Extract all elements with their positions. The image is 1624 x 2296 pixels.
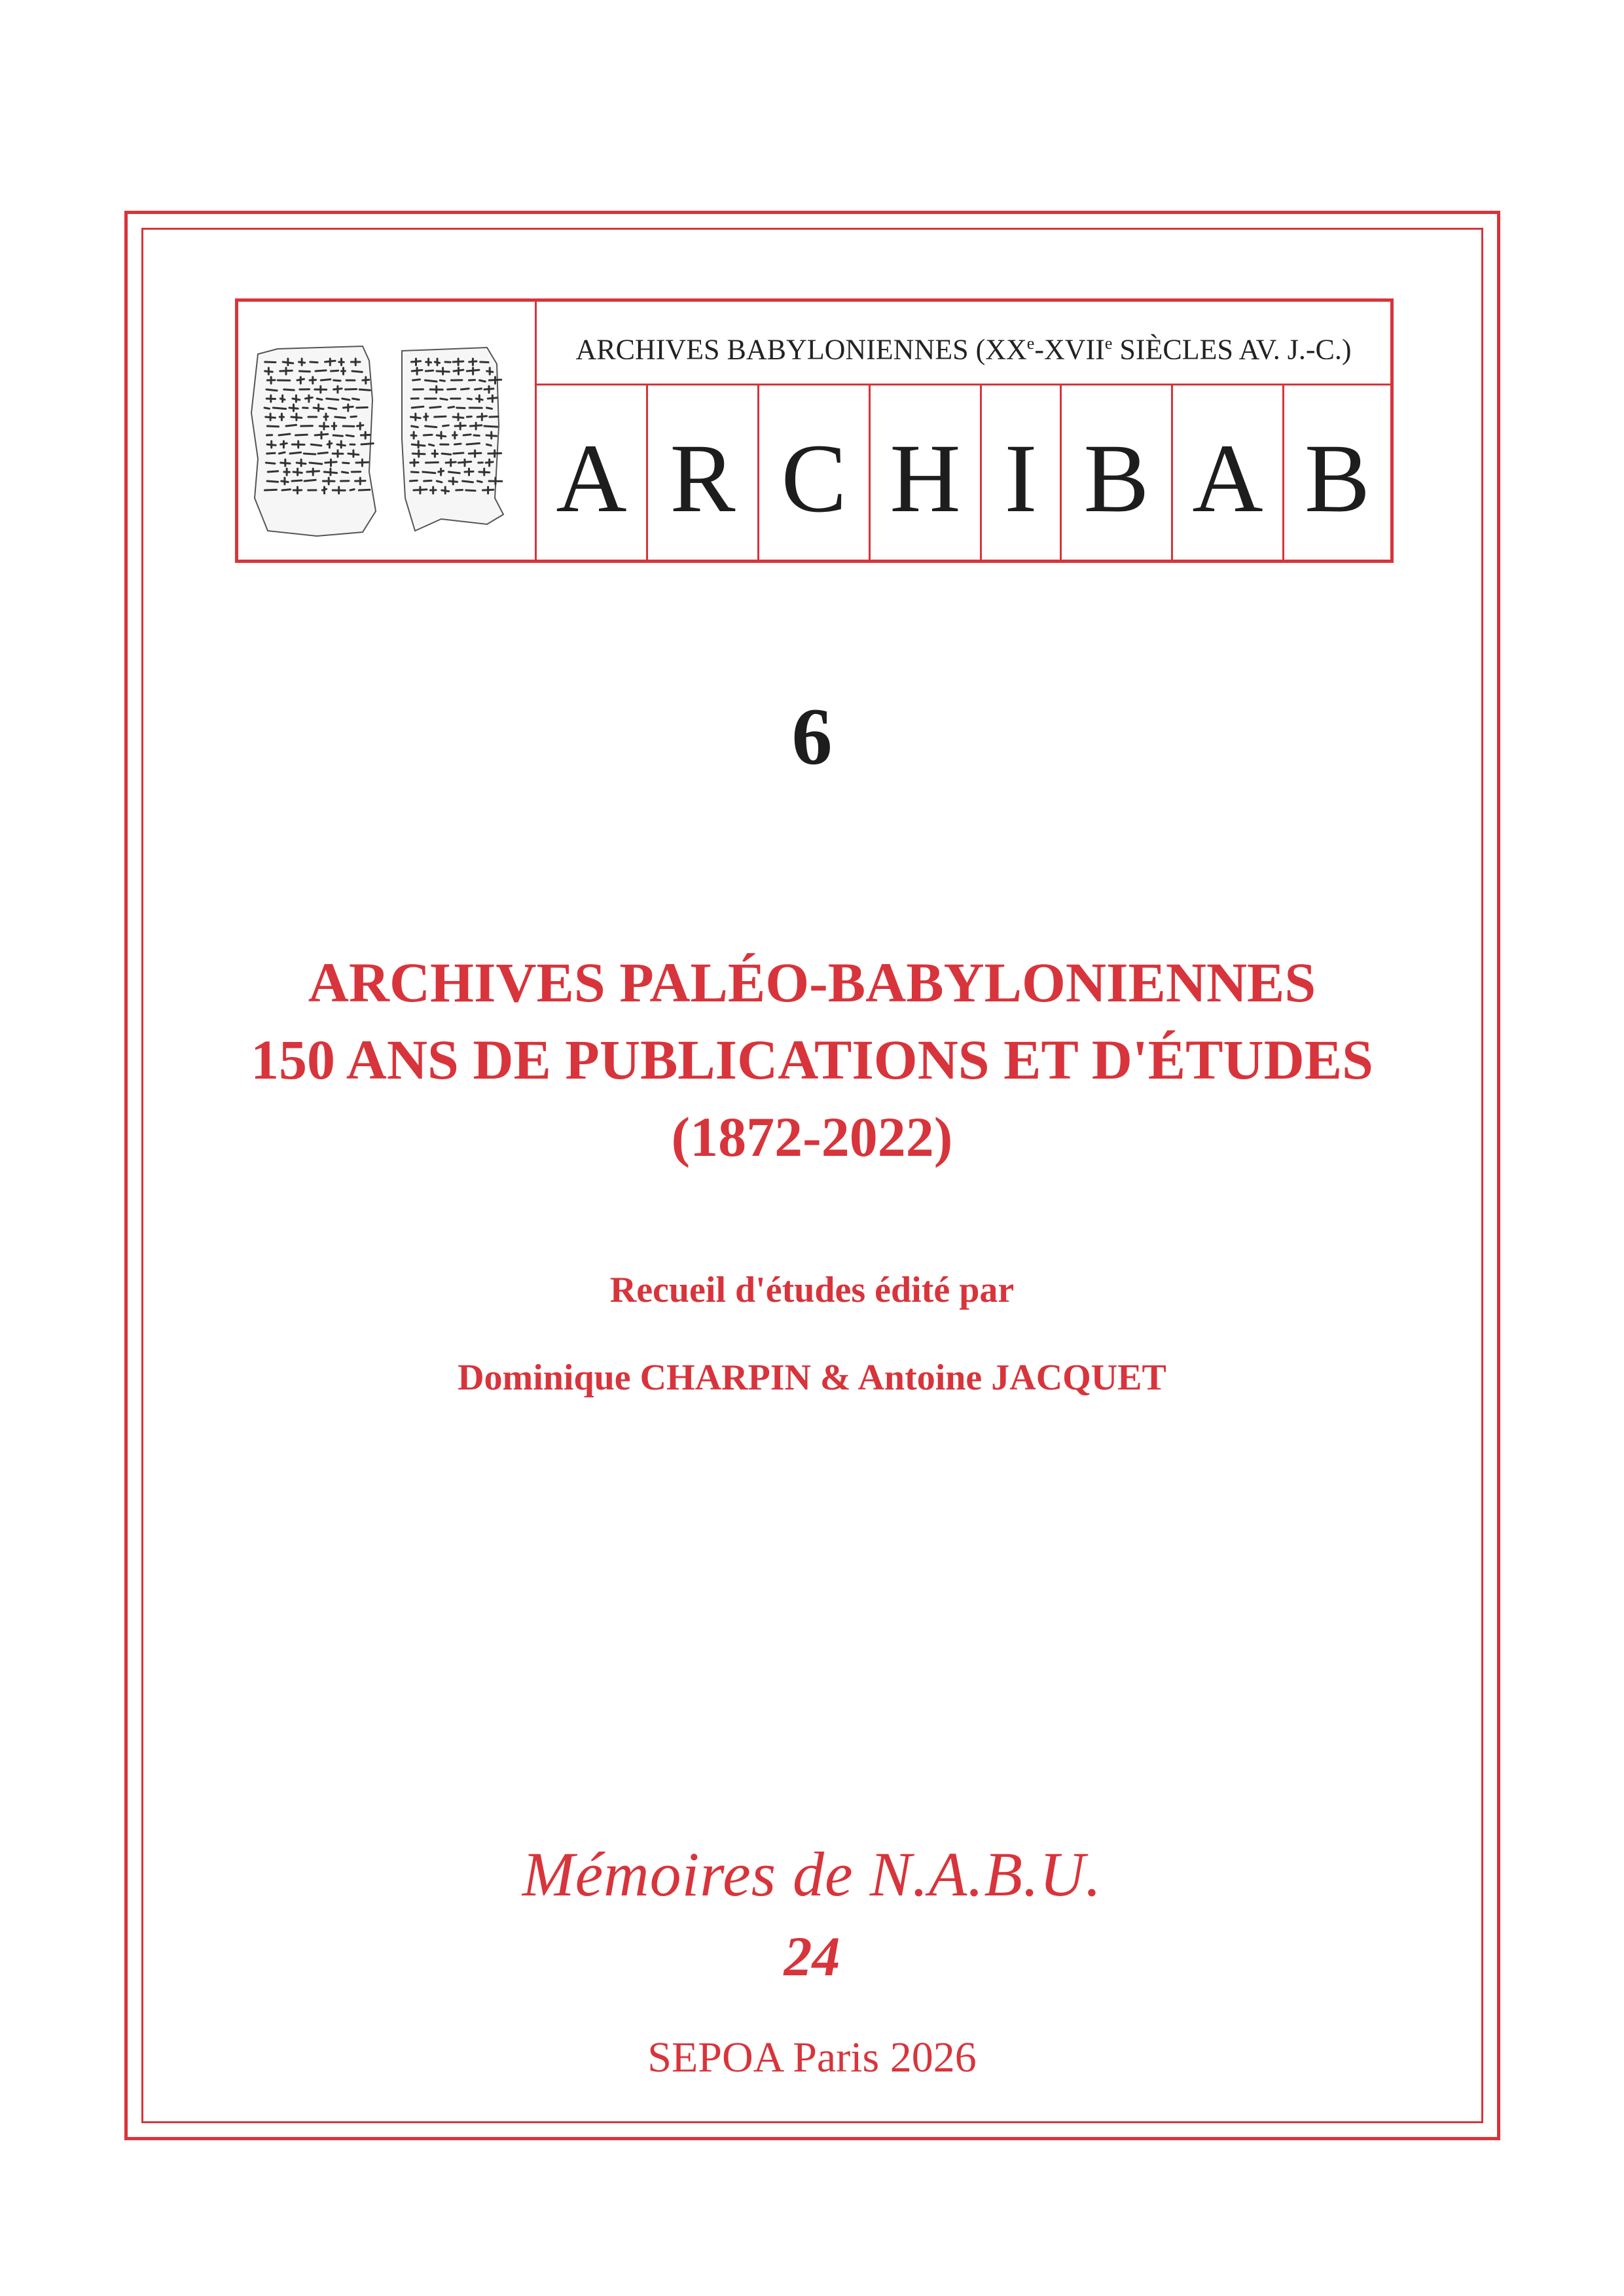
- series-letter: I: [982, 386, 1062, 560]
- series-subtitle: ARCHIVES BABYLONIENNES (XXe-XVIIe SIÈCLES AV. J.-C.): [537, 302, 1390, 386]
- title-line-3: (1872-2022): [671, 1105, 953, 1168]
- book-title: [0, 944, 1624, 1175]
- series-letter: A: [537, 386, 648, 560]
- series-letter: R: [648, 386, 759, 560]
- series-name-letters: [537, 386, 1390, 560]
- title-line-1: ARCHIVES PALÉO-BABYLONIENNES: [308, 951, 1316, 1014]
- publisher-line: SEPOA Paris 2026: [647, 2034, 977, 2081]
- series-memoires: Mémoires de N.A.B.U.: [522, 1839, 1102, 1909]
- series-letter: H: [871, 386, 982, 560]
- series-letter: C: [759, 386, 871, 560]
- series-letter: A: [1173, 386, 1284, 560]
- series-letter: B: [1304, 424, 1371, 533]
- series-memoires-number: 24: [784, 1925, 840, 1988]
- series-letter: B: [1062, 386, 1173, 560]
- editors: Dominique CHARPIN & Antoine JACQUET: [458, 1357, 1166, 1398]
- series-banner: [235, 298, 1394, 563]
- cuneiform-tablets-icon: [238, 302, 537, 560]
- title-line-2: 150 ANS DE PUBLICATIONS ET D'ÉTUDES: [251, 1028, 1373, 1091]
- volume-number: 6: [791, 692, 833, 781]
- editor-intro: Recueil d'études édité par: [609, 1270, 1015, 1310]
